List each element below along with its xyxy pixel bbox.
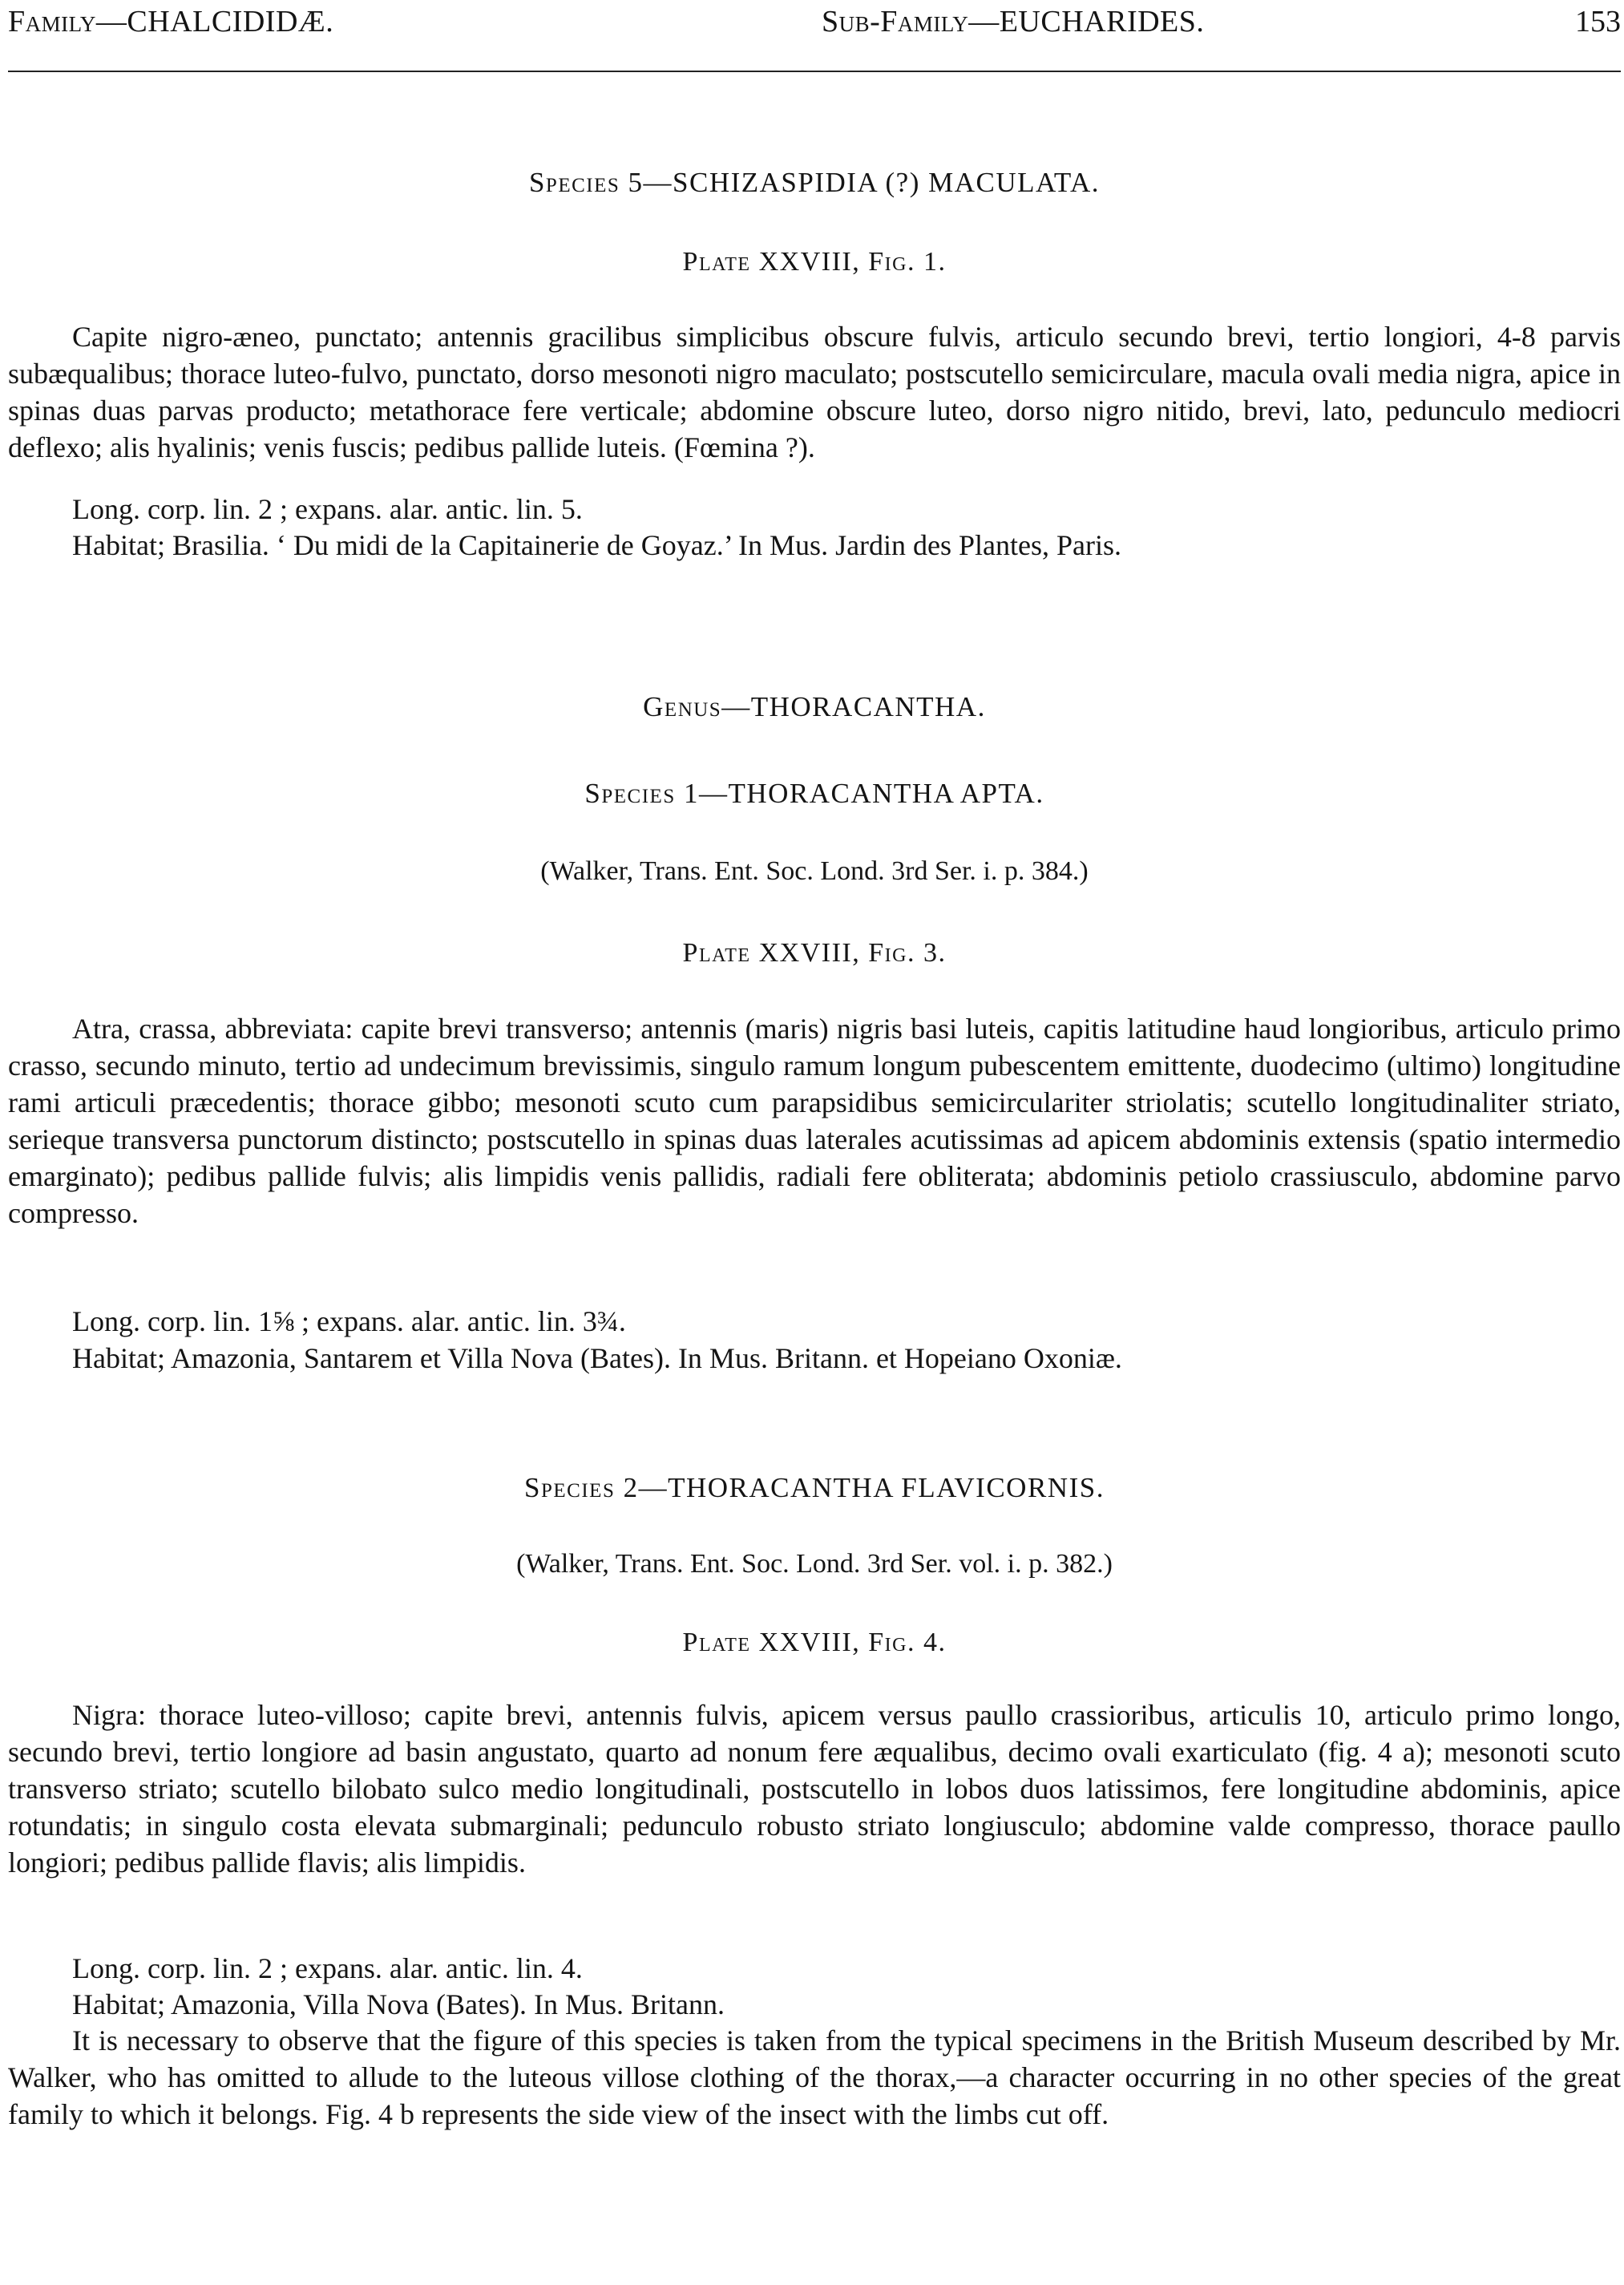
page-number: 153 — [1575, 5, 1621, 38]
species-5-title: Species 5—SCHIZASPIDIA (?) MACULATA. — [528, 167, 1101, 198]
species-1-reference: (Walker, Trans. Ent. Soc. Lond. 3rd Ser. i. p. 384.) — [540, 856, 1089, 886]
species-2-reference: (Walker, Trans. Ent. Soc. Lond. 3rd Ser. vol. i. p. 382.) — [516, 1549, 1113, 1579]
species-5-plate: Plate XXVIII, Fig. 1. — [682, 247, 947, 277]
species-5-habitat: Habitat; Brasilia. ‘ Du midi de la Capitainerie de Goyaz.’ In Mus. Jardin des Plantes, Paris. — [72, 529, 1122, 561]
species-5-measurement: Long. corp. lin. 2 ; expans. alar. antic. lin. 5. — [72, 493, 583, 525]
species-2-description: Nigra: thorace luteo-villoso; capite brevi, antennis fulvis, apicem versus paullo crassioribus, articulis 10, articulo primo longo, secundo brevi, tertio longiore ad basin angustato, quarto ad nonum fere æqualibus, decimo ovali exarticulato (fig. 4 a); mesonoti scuto transverso striato; scutello bilobato sulco medio longitudinali, postscutello in lobos duos latissimos, fere longitudine abdominis, apice rotundatis; in singulo costa elevata submarginali; pedunculo robusto striato longiusculo; abdomine valde compresso, thorace paullo longiori; pedibus pallide flavis; alis limpidis. — [8, 1699, 1621, 1879]
running-head-family: Family—CHALCIDIDÆ. — [8, 5, 334, 38]
running-head — [8, 2, 1621, 42]
species-2-habitat: Habitat; Amazonia, Villa Nova (Bates). In Mus. Britann. — [72, 1988, 725, 2020]
species-1-plate: Plate XXVIII, Fig. 3. — [682, 938, 947, 968]
species-1-title: Species 1—THORACANTHA APTA. — [584, 778, 1044, 809]
species-1-description: Atra, crassa, abbreviata: capite brevi transverso; antennis (maris) nigris basi luteis, capitis latitudine haud longioribus, articulo primo crasso, secundo minuto, tertio ad undecimum brevissimis, singulo ramum longum pubescentem emittente, duodecimo (ultimo) longitudine rami articuli præcedentis; thorace gibbo; mesonoti scuto cum parapsidibus semicirculariter striolatis; scutello longitudinaliter striato, serieque transversa punctorum distincto; postscutello in spinas duas laterales acutissimas ad apicem abdominis extensis (spatio intermedio emarginato); pedibus pallide fulvis; alis limpidis venis pallidis, radiali fere obliterata; abdominis petiolo crassiusculo, abdomine parvo compresso. — [8, 1013, 1621, 1229]
species-1-measurement: Long. corp. lin. 1⅝ ; expans. alar. antic. lin. 3¾. — [72, 1305, 626, 1337]
document-page — [8, 0, 1624, 2285]
species-5-description: Capite nigro-æneo, punctato; antennis gracilibus simplicibus obscure fulvis, articulo secundo brevi, tertio longiori, 4-8 parvis subæqualibus; thorace luteo-fulvo, punctato, dorso mesonoti nigro maculato; postscutello semicirculare, macula ovali media nigra, apice in spinas duas parvas producto; metathorace fere verticale; abdomine obscure luteo, dorso nigro nitido, brevi, lato, pedunculo mediocri deflexo; alis hyalinis; venis fuscis; pedibus pallide luteis. (Fœmina ?). — [8, 321, 1621, 463]
species-2-note: It is necessary to observe that the figure of this species is taken from the typical specimens in the British Museum described by Mr. Walker, who has omitted to allude to the luteous villose clothing of the thorax,—a character occurring in no other species of the great family to which it belongs. Fig. 4 b represents the side view of the insect with the limbs cut off. — [8, 2024, 1621, 2130]
header-rule — [8, 71, 1621, 72]
species-1-habitat: Habitat; Amazonia, Santarem et Villa Nova (Bates). In Mus. Britann. et Hopeiano Oxoniæ. — [72, 1342, 1122, 1374]
species-2-measurement: Long. corp. lin. 2 ; expans. alar. antic. lin. 4. — [72, 1952, 583, 1984]
genus-title: Genus—THORACANTHA. — [643, 691, 986, 722]
species-2-title: Species 2—THORACANTHA FLAVICORNIS. — [524, 1472, 1105, 1503]
running-head-subfamily: Sub-Family—EUCHARIDES. — [822, 5, 1205, 38]
species-2-plate: Plate XXVIII, Fig. 4. — [682, 1628, 947, 1657]
